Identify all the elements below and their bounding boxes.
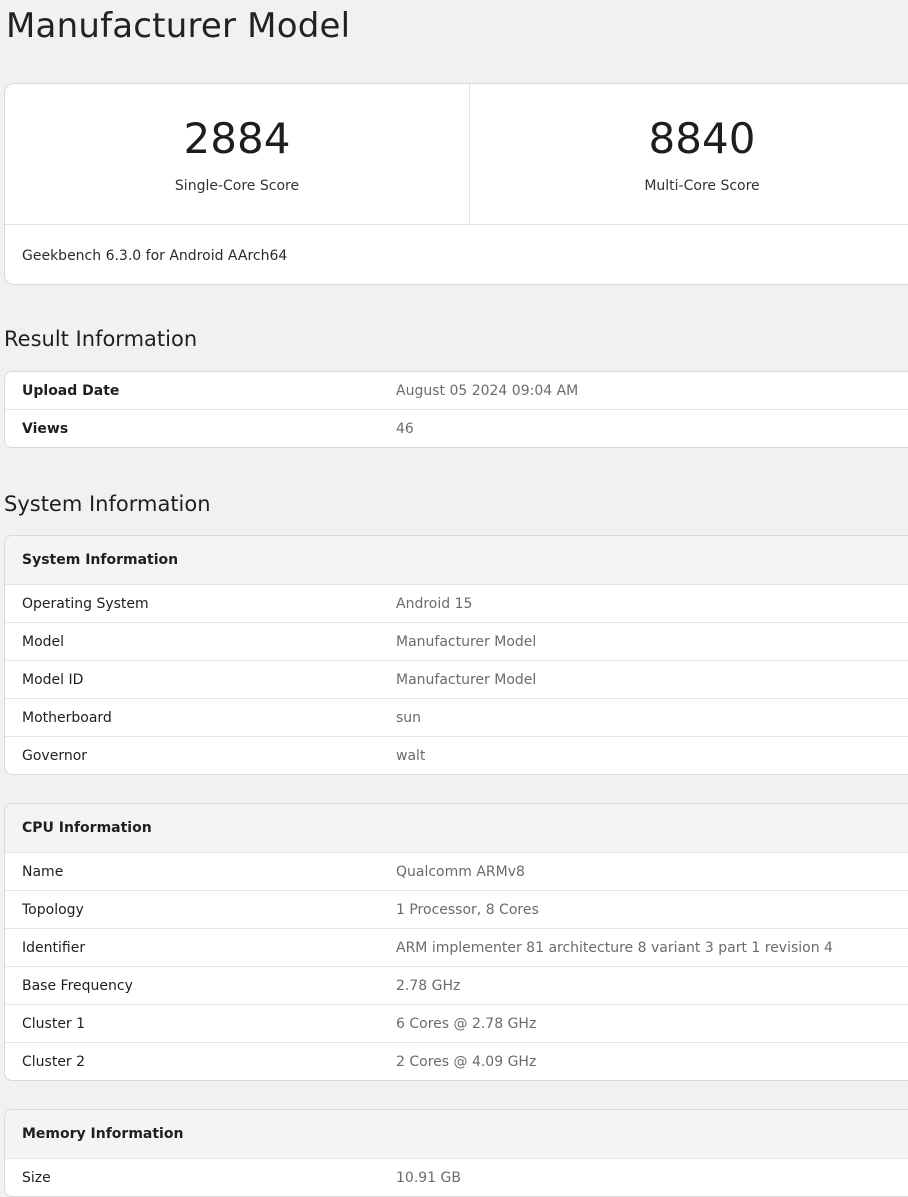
table-header-label: Memory Information xyxy=(22,1126,184,1142)
row-key: Views xyxy=(22,421,69,437)
row-value: ARM implementer 81 architecture 8 variant 3 part 1 revision 4 xyxy=(396,940,833,956)
row-key: Cluster 2 xyxy=(22,1054,86,1070)
page-title: Manufacturer Model xyxy=(6,6,351,46)
table-row xyxy=(5,1005,908,1043)
row-value: 2.78 GHz xyxy=(396,978,461,994)
table-header-label: System Information xyxy=(22,552,179,568)
table-header xyxy=(5,536,908,585)
row-value: sun xyxy=(396,710,422,726)
row-key: Topology xyxy=(22,902,84,918)
row-key: Identifier xyxy=(22,940,86,956)
table-row xyxy=(5,1043,908,1080)
row-key: Base Frequency xyxy=(22,978,133,994)
result-info-table xyxy=(4,371,908,448)
memory-info-table xyxy=(4,1109,908,1197)
row-value: Android 15 xyxy=(396,596,473,612)
row-value: 6 Cores @ 2.78 GHz xyxy=(396,1016,537,1032)
row-value: 1 Processor, 8 Cores xyxy=(396,902,539,918)
table-row xyxy=(5,585,908,623)
score-row xyxy=(5,84,908,225)
row-value: Manufacturer Model xyxy=(396,634,537,650)
table-row xyxy=(5,891,908,929)
single-core-score: 2884 xyxy=(183,114,291,163)
table-header xyxy=(5,1110,908,1159)
table-row xyxy=(5,737,908,774)
system-info-table xyxy=(4,535,908,775)
row-key: Cluster 1 xyxy=(22,1016,86,1032)
table-row xyxy=(5,853,908,891)
row-key: Motherboard xyxy=(22,710,112,726)
row-key: Size xyxy=(22,1170,51,1186)
table-row xyxy=(5,699,908,737)
row-key: Operating System xyxy=(22,596,149,612)
multi-core-label: Multi-Core Score xyxy=(644,178,760,194)
table-row xyxy=(5,623,908,661)
result-info-heading: Result Information xyxy=(4,327,198,351)
row-value: Qualcomm ARMv8 xyxy=(396,864,525,880)
single-core-label: Single-Core Score xyxy=(174,178,300,194)
row-key: Governor xyxy=(22,748,88,764)
benchmark-version: Geekbench 6.3.0 for Android AArch64 xyxy=(22,248,288,264)
table-row xyxy=(5,967,908,1005)
row-value: walt xyxy=(396,748,426,764)
multi-core-cell xyxy=(470,84,908,224)
table-row xyxy=(5,1159,908,1196)
table-header-label: CPU Information xyxy=(22,820,152,836)
multi-core-score: 8840 xyxy=(648,114,756,163)
row-value: Manufacturer Model xyxy=(396,672,537,688)
row-key: Model ID xyxy=(22,672,84,688)
table-row xyxy=(5,410,908,447)
single-core-cell xyxy=(5,84,470,224)
cpu-info-table xyxy=(4,803,908,1081)
row-value: August 05 2024 09:04 AM xyxy=(396,383,579,399)
row-key: Name xyxy=(22,864,64,880)
row-key: Model xyxy=(22,634,65,650)
table-header xyxy=(5,804,908,853)
system-info-heading: System Information xyxy=(4,492,211,516)
row-value: 10.91 GB xyxy=(396,1170,461,1186)
table-row xyxy=(5,372,908,410)
row-key: Upload Date xyxy=(22,383,120,399)
row-value: 2 Cores @ 4.09 GHz xyxy=(396,1054,537,1070)
table-row xyxy=(5,929,908,967)
score-card xyxy=(4,83,908,285)
row-value: 46 xyxy=(396,421,414,437)
table-row xyxy=(5,661,908,699)
